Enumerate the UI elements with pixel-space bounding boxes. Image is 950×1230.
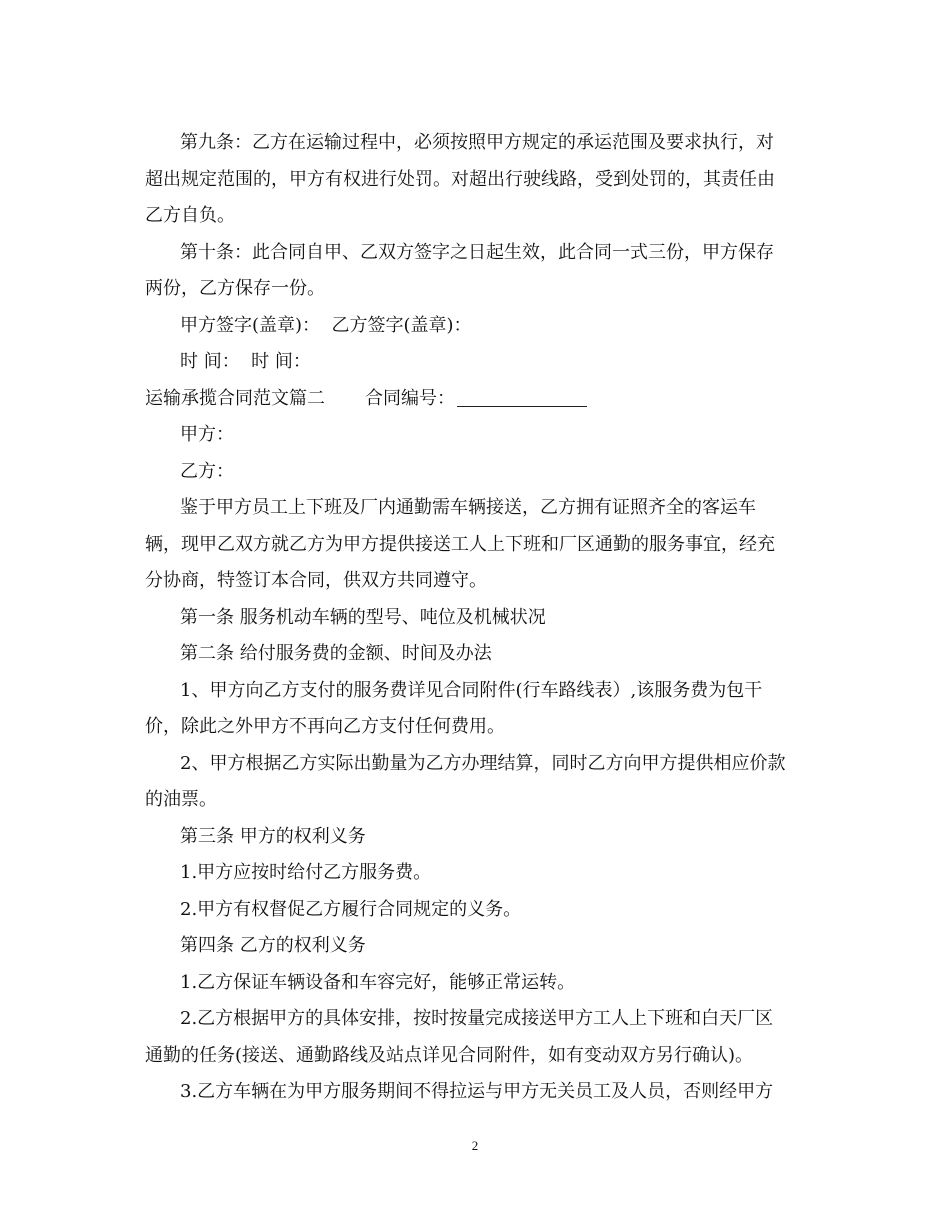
paragraph-line: 乙方自负。: [145, 205, 235, 226]
paragraph-line: 1.乙方保证车辆设备和车容完好，能够正常运转。: [180, 972, 576, 993]
paragraph-line: 2.甲方有权督促乙方履行合同规定的义务。: [180, 899, 522, 920]
contract-number-label: 合同编号：: [365, 388, 455, 409]
paragraph-line: 3.乙方车辆在为甲方服务期间不得拉运与甲方无关员工及人员，否则经甲方: [180, 1081, 774, 1102]
article-heading: 第二条 给付服务费的金额、时间及办法: [180, 643, 492, 664]
paragraph-line: 鉴于甲方员工上下班及厂内通勤需车辆接送，乙方拥有证照齐全的客运车: [180, 497, 756, 518]
paragraph-line: 辆，现甲乙双方就乙方为甲方提供接送工人上下班和厂区通勤的服务事宜，经充: [145, 534, 775, 555]
article-heading: 第一条 服务机动车辆的型号、吨位及机械状况: [180, 607, 546, 628]
contract-number-blank: [457, 388, 587, 407]
paragraph-line: 分协商，特签订本合同，供双方共同遵守。: [145, 570, 487, 591]
article-heading: 第四条 乙方的权利义务: [180, 935, 366, 956]
section-title-line: [145, 387, 587, 411]
paragraph-line: 通勤的任务(接送、通勤路线及站点详见合同附件，如有变动双方另行确认)。: [145, 1045, 754, 1066]
article-heading: 第三条 甲方的权利义务: [180, 826, 366, 847]
paragraph-line: 1.甲方应按时给付乙方服务费。: [180, 862, 432, 883]
party-a-line: 甲方：: [180, 424, 234, 445]
paragraph-line: 第十条：此合同自甲、乙双方签字之日起生效，此合同一式三份，甲方保存: [180, 242, 774, 263]
paragraph-line: 第九条：乙方在运输过程中，必须按照甲方规定的承运范围及要求执行，对: [180, 132, 774, 153]
section-title: 运输承揽合同范文篇二: [145, 388, 325, 409]
paragraph-line: 2.乙方根据甲方的具体安排，按时按量完成接送甲方工人上下班和白天厂区: [180, 1008, 774, 1029]
paragraph-line: 2、甲方根据乙方实际出勤量为乙方办理结算，同时乙方向甲方提供相应价款: [180, 753, 786, 774]
paragraph-line: 超出规定范围的，甲方有权进行处罚。对超出行驶线路，受到处罚的，其责任由: [145, 169, 775, 190]
paragraph-line: 的油票。: [145, 789, 217, 810]
paragraph-line: 价，除此之外甲方不再向乙方支付任何费用。: [145, 716, 505, 737]
time-line: 时 间： 时 间：: [180, 351, 311, 372]
paragraph-line: 1、甲方向乙方支付的服务费详见合同附件(行车路线表）,该服务费为包干: [180, 680, 763, 701]
party-b-line: 乙方：: [180, 461, 234, 482]
page-number: 2: [471, 1138, 479, 1153]
paragraph-line: 两份，乙方保存一份。: [145, 278, 325, 299]
signature-line: 甲方签字(盖章)： 乙方签字(盖章)：: [180, 315, 472, 336]
